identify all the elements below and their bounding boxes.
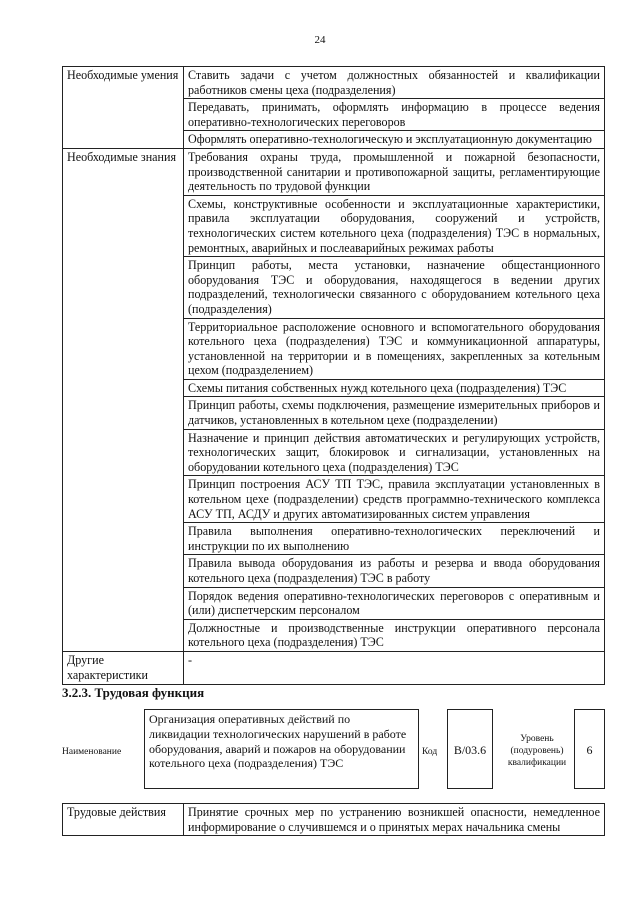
table-row bbox=[63, 148, 605, 195]
knowledge-item: Схемы, конструктивные особенности и эксплуатационные характеристики, правила эксплуатации оборудования, сооружений и устройств, технологических систем котельного цеха (подразделения) ТЭС в нормальных, ремонтных, аварийных и послеаварийных режимах работы bbox=[184, 195, 605, 256]
skill-item: Передавать, принимать, оформлять информацию в процессе ведения оперативно-технологических переговоров bbox=[184, 99, 605, 131]
skill-item: Оформлять оперативно-технологическую и эксплуатационную документацию bbox=[184, 131, 605, 149]
labor-actions-table bbox=[62, 803, 605, 836]
qualification-level-label: Уровень (подуровень) квалификации bbox=[507, 734, 567, 768]
code-label: Код bbox=[422, 747, 438, 757]
knowledge-item: Принцип построения АСУ ТП ТЭС, правила эксплуатации установленных в котельном цехе (подразделении) средств программно-технического комплекса АСУ ТП, АСДУ и других автоматизированных систем управления bbox=[184, 476, 605, 523]
row-label-labor-actions: Трудовые действия bbox=[63, 804, 184, 836]
knowledge-item: Правила вывода оборудования из работы и резерва и ввода оборудования котельного цеха (подразделения) ТЭС в работу bbox=[184, 555, 605, 587]
knowledge-item: Территориальное расположение основного и вспомогательного оборудования котельного цеха (подразделения) ТЭС и коммуникационной аппаратуры, установленной на территории и в помещениях, закрепленных за котельным цехом (подразделением) bbox=[184, 318, 605, 379]
labor-function-header bbox=[62, 709, 605, 789]
section-heading: 3.2.3. Трудовая функция bbox=[62, 685, 205, 700]
requirements-table bbox=[62, 66, 605, 685]
knowledge-item: Принцип работы, места установки, назначение общестанционного оборудования ТЭС и оборудования, находящегося в ведении других подразделений, технологически связанного с оборудованием котельного цеха (подразделения) bbox=[184, 257, 605, 318]
labor-function-name: Организация оперативных действий по ликвидации технологических нарушений в работе оборудования, аварий и пожаров на оборудовании котельного цеха (подразделения) ТЭС bbox=[144, 709, 419, 789]
labor-action-item: Принятие срочных мер по устранению возникшей опасности, немедленное информирование о случившемся и о принятых мерах начальника смены bbox=[184, 804, 605, 836]
knowledge-item: Схемы питания собственных нужд котельного цеха (подразделения) ТЭС bbox=[184, 379, 605, 397]
knowledge-item: Правила выполнения оперативно-технологических переключений и инструкции по их выполнению bbox=[184, 523, 605, 555]
row-label-skills: Необходимые умения bbox=[63, 67, 184, 149]
other-item: - bbox=[184, 651, 605, 684]
row-label-other: Другие характеристики bbox=[63, 651, 184, 684]
table-row bbox=[63, 67, 605, 99]
knowledge-item: Принцип работы, схемы подключения, размещение измерительных приборов и датчиков, установленных в котельном цехе (подразделении) bbox=[184, 397, 605, 429]
knowledge-item: Назначение и принцип действия автоматических и регулирующих устройств, технологических защит, блокировок и сигнализации, установленных на оборудовании котельного цеха (подразделения) ТЭС bbox=[184, 429, 605, 476]
knowledge-item: Порядок ведения оперативно-технологических переговоров с оперативным и (или) диспетчерским персоналом bbox=[184, 587, 605, 619]
row-label-knowledge: Необходимые знания bbox=[63, 148, 184, 651]
labor-function-code: B/03.6 bbox=[447, 709, 493, 789]
skill-item: Ставить задачи с учетом должностных обязанностей и квалификации работников смены цеха (подразделения) bbox=[184, 67, 605, 99]
table-row bbox=[63, 651, 605, 684]
name-label: Наименование bbox=[62, 747, 122, 757]
table-row bbox=[63, 804, 605, 836]
knowledge-item: Должностные и производственные инструкции оперативного персонала котельного цеха (подразделения) ТЭС bbox=[184, 619, 605, 651]
page-number: 24 bbox=[314, 34, 326, 46]
qualification-level-value: 6 bbox=[574, 709, 605, 789]
knowledge-item: Требования охраны труда, промышленной и пожарной безопасности, производственной санитарии и противопожарной защиты, регламентирующие деятельность по трудовой функции bbox=[184, 148, 605, 195]
